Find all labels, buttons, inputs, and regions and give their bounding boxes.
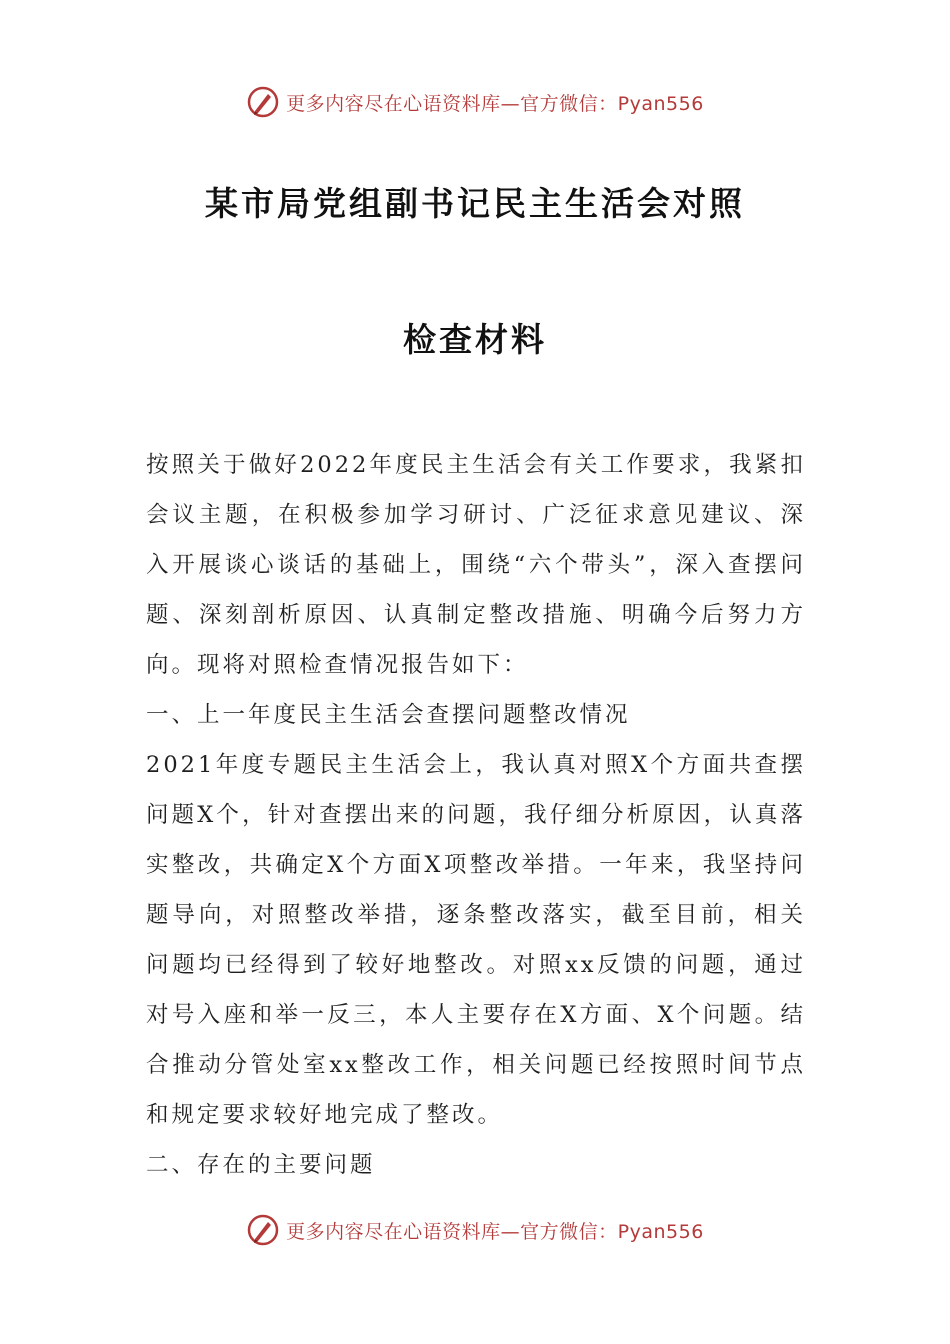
pen-logo-icon bbox=[246, 85, 280, 119]
document-body bbox=[146, 440, 806, 1190]
document-title-line1: 某市局党组副书记民主生活会对照 bbox=[205, 184, 745, 223]
watermark-text: 更多内容尽在心语资料库—官方微信：Pyan556 bbox=[286, 92, 704, 115]
watermark-text: 更多内容尽在心语资料库—官方微信：Pyan556 bbox=[286, 1220, 704, 1243]
section-heading-2: 二、存在的主要问题 bbox=[146, 1152, 376, 1178]
pen-logo-icon bbox=[246, 1213, 280, 1247]
paragraph-intro: 按照关于做好2022年度民主生活会有关工作要求，我紧扣会议主题，在积极参加学习研讨、广泛征求意见建议、深入开展谈心谈话的基础上，围绕“六个带头”，深入查摆问题、深刻剖析原因、认真制定整改措施、明确今后努力方向。现将对照检查情况报告如下： bbox=[146, 452, 806, 678]
document-title-line2: 检查材料 bbox=[403, 320, 547, 359]
header-watermark-banner bbox=[0, 82, 950, 122]
section-heading-1: 一、上一年度民主生活会查摆问题整改情况 bbox=[146, 702, 631, 728]
paragraph-rectification: 2021年度专题民主生活会上，我认真对照X个方面共查摆问题X个，针对查摆出来的问题，我仔细分析原因，认真落实整改，共确定X个方面X项整改举措。一年来，我坚持问题导向，对照整改举措，逐条整改落实，截至目前，相关问题均已经得到了较好地整改。对照xx反馈的问题，通过对号入座和举一反三，本人主要存在X方面、X个问题。结合推动分管处室xx整改工作，相关问题已经按照时间节点和规定要求较好地完成了整改。 bbox=[146, 752, 806, 1128]
footer-watermark-banner bbox=[0, 1210, 950, 1250]
